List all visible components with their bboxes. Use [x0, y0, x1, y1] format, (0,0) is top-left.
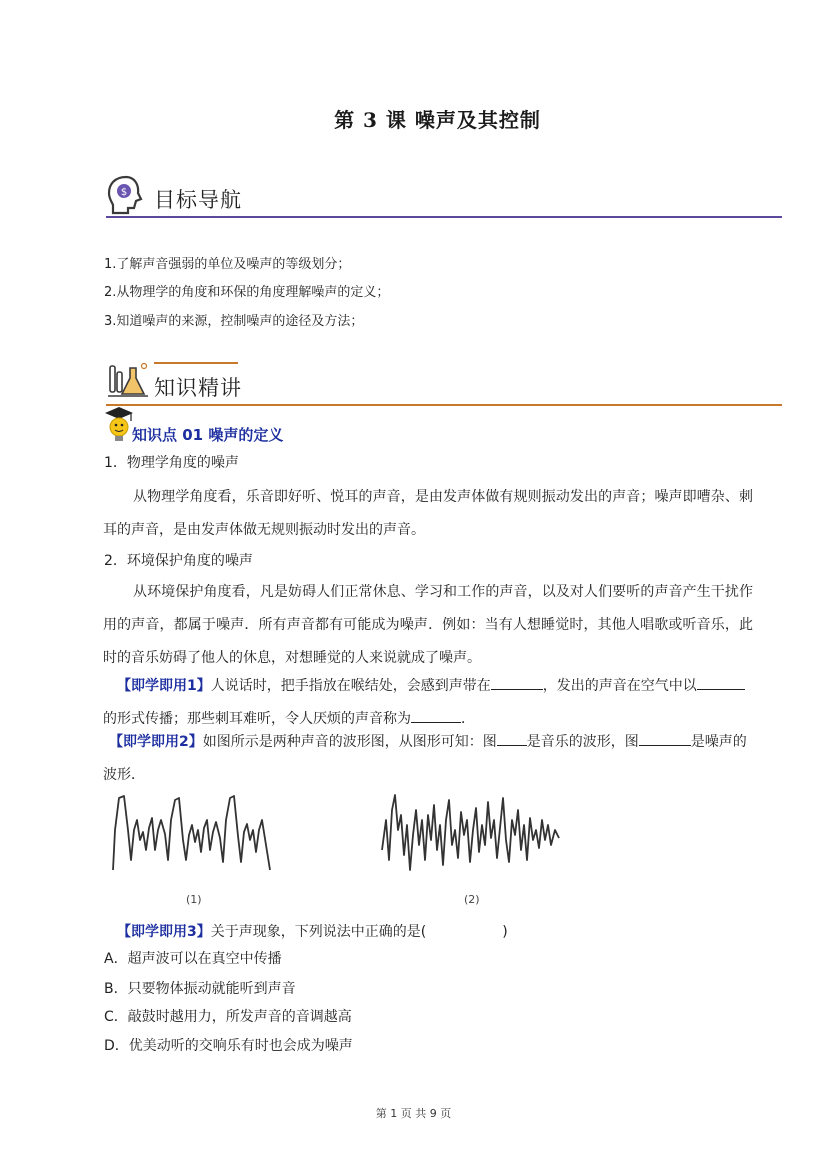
exercise-text: 的形式传播；那些刺耳难听，令人厌烦的声音称为: [103, 711, 411, 727]
answer-blank[interactable]: [411, 708, 461, 723]
figure-caption: (1): [186, 893, 202, 906]
option-item[interactable]: D．优美动听的交响乐有时也会成为噪声: [104, 1038, 353, 1054]
exercise-text: 是噪声的波形．: [103, 734, 747, 783]
section-divider: [106, 404, 782, 406]
option-item[interactable]: C．敲鼓时越用力，所发声音的音调越高: [104, 1009, 352, 1025]
head-brain-icon: [106, 174, 146, 216]
section-title-goal: 目标导航: [154, 188, 242, 212]
objective-item: 1.了解声音强弱的单位及噪声的等级划分；: [104, 257, 351, 272]
exercise-tag: 【即学即用1】: [117, 678, 211, 694]
exercise-question: 关于声现象，下列说法中正确的是(: [210, 924, 427, 940]
svg-text:$: $: [120, 187, 128, 198]
exercise-3: [103, 916, 758, 949]
graduate-mascot-icon: [104, 405, 134, 443]
answer-blank[interactable]: [491, 675, 543, 690]
section-accent-line: [154, 362, 238, 364]
figure-caption: (2): [464, 893, 480, 906]
exercise-2: [103, 726, 758, 792]
exercise-text: ): [502, 924, 508, 940]
section-title-knowledge: 知识精讲: [154, 376, 242, 400]
subheading: 1．物理学角度的噪声: [104, 455, 239, 471]
page-footer: 第 1 页 共 9 页: [375, 1107, 452, 1120]
knowledge-point-title: 知识点 01 噪声的定义: [132, 426, 284, 444]
subheading: 2．环境保护角度的噪声: [104, 553, 253, 569]
exercise-tag: 【即学即用3】: [117, 924, 211, 940]
section-header-knowledge: [106, 360, 782, 406]
paragraph: 从环境保护角度看，凡是妨碍人们正常休息、学习和工作的声音，以及对人们要听的声音产生干扰作用的声音，都属于噪声．所有声音都有可能成为噪声．例如：当有人想睡觉时，其他人唱歌或听音乐，此时的音乐妨碍了他人的休息，对想睡觉的人来说就成了噪声。: [103, 584, 753, 666]
section-divider: [106, 216, 782, 218]
exercise-tag: 【即学即用2】: [109, 734, 203, 750]
section-header-goal: [106, 172, 782, 218]
exercise-text: 是音乐的波形，图: [526, 734, 639, 750]
waveform-music: [105, 790, 285, 880]
answer-blank[interactable]: [497, 731, 527, 746]
paragraph: 从物理学角度看，乐音即好听、悦耳的声音，是由发声体做有规则振动发出的声音；噪声即嘈杂、刺耳的声音，是由发声体做无规则振动时发出的声音。: [103, 489, 753, 538]
exercise-text: ，发出的声音在空气中以: [542, 678, 697, 694]
answer-blank[interactable]: [697, 675, 745, 690]
option-item[interactable]: B．只要物体振动就能听到声音: [104, 981, 296, 997]
page-title: 第 3 课 噪声及其控制: [334, 108, 541, 132]
lab-flask-icon: [106, 360, 150, 404]
exercise-text: 如图所示是两种声音的波形图，从图形可知：图: [202, 734, 497, 750]
option-item[interactable]: A．超声波可以在真空中传播: [104, 951, 282, 967]
exercise-text: ．: [461, 711, 475, 727]
waveform-noise: [378, 790, 568, 880]
answer-blank[interactable]: [639, 731, 691, 746]
objective-item: 2.从物理学的角度和环保的角度理解噪声的定义；: [104, 285, 390, 300]
objective-item: 3.知道噪声的来源，控制噪声的途径及方法；: [104, 314, 364, 329]
exercise-text: 人说话时，把手指放在喉结处，会感到声带在: [210, 678, 491, 694]
